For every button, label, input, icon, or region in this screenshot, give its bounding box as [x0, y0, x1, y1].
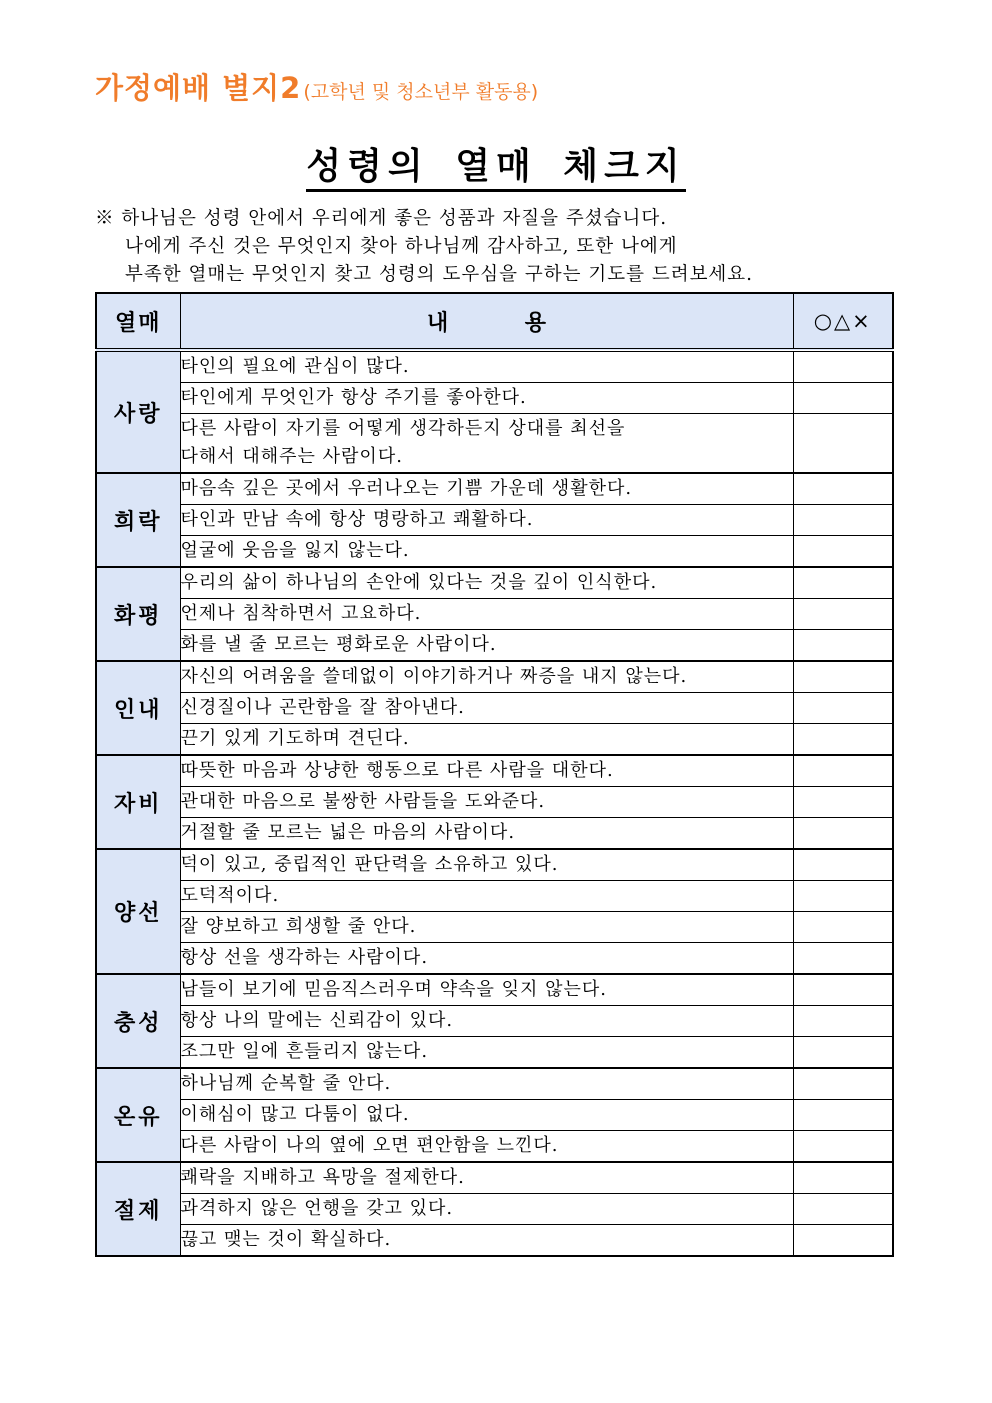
item-text: 따뜻한 마음과 상냥한 행동으로 다른 사람을 대한다.	[180, 755, 793, 787]
attachment-label-main: 가정예배 별지2	[95, 71, 302, 105]
mark-cell[interactable]	[793, 1100, 893, 1131]
table-row	[96, 1068, 893, 1100]
table-row	[96, 1225, 893, 1257]
category-cell: 화평	[96, 567, 180, 661]
table-row	[96, 414, 893, 474]
item-text: 남들이 보기에 믿음직스러우며 약속을 잊지 않는다.	[180, 974, 793, 1006]
item-text: 쾌락을 지배하고 욕망을 절제한다.	[180, 1162, 793, 1194]
item-text: 타인의 필요에 관심이 많다.	[180, 350, 793, 383]
table-row	[96, 849, 893, 881]
item-text: 다른 사람이 나의 옆에 오면 편안함을 느낀다.	[180, 1131, 793, 1163]
item-text: 타인에게 무엇인가 항상 주기를 좋아한다.	[180, 383, 793, 414]
mark-cell[interactable]	[793, 1225, 893, 1257]
mark-cell[interactable]	[793, 881, 893, 912]
table-row	[96, 567, 893, 599]
mark-cell[interactable]	[793, 599, 893, 630]
table-row	[96, 755, 893, 787]
mark-cell[interactable]	[793, 350, 893, 383]
category-cell: 절제	[96, 1162, 180, 1256]
table-row	[96, 693, 893, 724]
item-text: 우리의 삶이 하나님의 손안에 있다는 것을 깊이 인식한다.	[180, 567, 793, 599]
mark-cell[interactable]	[793, 1006, 893, 1037]
mark-cell[interactable]	[793, 1131, 893, 1163]
mark-cell[interactable]	[793, 1162, 893, 1194]
item-text: 거절할 줄 모르는 넓은 마음의 사람이다.	[180, 818, 793, 850]
document-title: 성령의 열매 체크지	[306, 146, 685, 192]
item-text: 항상 선을 생각하는 사람이다.	[180, 943, 793, 975]
mark-cell[interactable]	[793, 536, 893, 568]
table-row	[96, 661, 893, 693]
mark-cell[interactable]	[793, 724, 893, 756]
mark-cell[interactable]	[793, 567, 893, 599]
mark-cell[interactable]	[793, 383, 893, 414]
item-text: 마음속 깊은 곳에서 우러나오는 기쁨 가운데 생활한다.	[180, 473, 793, 505]
item-text: 얼굴에 웃음을 잃지 않는다.	[180, 536, 793, 568]
table-row	[96, 1006, 893, 1037]
attachment-label-sub: (고학년 및 청소년부 활동용)	[303, 81, 539, 103]
item-text: 항상 나의 말에는 신뢰감이 있다.	[180, 1006, 793, 1037]
item-text: 언제나 침착하면서 고요하다.	[180, 599, 793, 630]
mark-cell[interactable]	[793, 630, 893, 662]
item-text: 덕이 있고, 중립적인 판단력을 소유하고 있다.	[180, 849, 793, 881]
table-row	[96, 787, 893, 818]
item-text: 하나님께 순복할 줄 안다.	[180, 1068, 793, 1100]
table-row	[96, 505, 893, 536]
instruction-line: ※ 하나님은 성령 안에서 우리에게 좋은 성품과 자질을 주셨습니다.	[95, 208, 668, 229]
item-text: 잘 양보하고 희생할 줄 안다.	[180, 912, 793, 943]
item-text: 조그만 일에 흔들리지 않는다.	[180, 1037, 793, 1069]
mark-cell[interactable]	[793, 1068, 893, 1100]
table-row	[96, 1162, 893, 1194]
document-title-wrap	[0, 138, 992, 189]
mark-cell[interactable]	[793, 849, 893, 881]
item-text: 끈기 있게 기도하며 견딘다.	[180, 724, 793, 756]
instruction-line: 나에게 주신 것은 무엇인지 찾아 하나님께 감사하고, 또한 나에게	[125, 236, 678, 257]
header-content-label: 내 용	[426, 310, 547, 336]
instruction-line: 부족한 열매는 무엇인지 찾고 성령의 도우심을 구하는 기도를 드려보세요.	[125, 264, 754, 285]
mark-cell[interactable]	[793, 755, 893, 787]
category-cell: 인내	[96, 661, 180, 755]
item-text: 다른 사람이 자기를 어떻게 생각하든지 상대를 최선을 다해서 대해주는 사람이다.	[180, 414, 793, 474]
header-category: 열매	[96, 293, 180, 350]
item-text: 관대한 마음으로 불쌍한 사람들을 도와준다.	[180, 787, 793, 818]
mark-cell[interactable]	[793, 505, 893, 536]
table-body	[96, 350, 893, 1256]
table-row	[96, 383, 893, 414]
item-text: 화를 낼 줄 모르는 평화로운 사람이다.	[180, 630, 793, 662]
mark-cell[interactable]	[793, 787, 893, 818]
table-row	[96, 881, 893, 912]
mark-cell[interactable]	[793, 1037, 893, 1069]
header-content	[180, 293, 793, 350]
fruit-checklist-table	[95, 292, 894, 1257]
attachment-label	[95, 66, 538, 107]
item-text: 자신의 어려움을 쓸데없이 이야기하거나 짜증을 내지 않는다.	[180, 661, 793, 693]
table-row	[96, 974, 893, 1006]
category-cell: 온유	[96, 1068, 180, 1162]
mark-cell[interactable]	[793, 473, 893, 505]
table-row	[96, 536, 893, 568]
header-mark: ○△×	[793, 293, 893, 350]
table-row	[96, 818, 893, 850]
category-cell: 충성	[96, 974, 180, 1068]
category-cell: 자비	[96, 755, 180, 849]
table-row	[96, 1037, 893, 1069]
mark-cell[interactable]	[793, 974, 893, 1006]
table-row	[96, 912, 893, 943]
mark-cell[interactable]	[793, 1194, 893, 1225]
instructions	[95, 205, 895, 289]
table-row	[96, 1194, 893, 1225]
mark-cell[interactable]	[793, 912, 893, 943]
mark-cell[interactable]	[793, 661, 893, 693]
mark-cell[interactable]	[793, 818, 893, 850]
category-cell: 사랑	[96, 350, 180, 473]
item-text: 도덕적이다.	[180, 881, 793, 912]
table-row	[96, 1100, 893, 1131]
table-row	[96, 350, 893, 383]
mark-cell[interactable]	[793, 414, 893, 474]
item-text: 이해심이 많고 다툼이 없다.	[180, 1100, 793, 1131]
item-text: 과격하지 않은 언행을 갖고 있다.	[180, 1194, 793, 1225]
table-row	[96, 473, 893, 505]
table-row	[96, 724, 893, 756]
table-row	[96, 630, 893, 662]
category-cell: 양선	[96, 849, 180, 974]
mark-cell[interactable]	[793, 693, 893, 724]
table-header-row	[96, 293, 893, 350]
table-row	[96, 599, 893, 630]
table-row	[96, 1131, 893, 1163]
item-text: 신경질이나 곤란함을 잘 참아낸다.	[180, 693, 793, 724]
category-cell: 희락	[96, 473, 180, 567]
item-text: 타인과 만남 속에 항상 명랑하고 쾌활하다.	[180, 505, 793, 536]
mark-cell[interactable]	[793, 943, 893, 975]
item-text: 끊고 맺는 것이 확실하다.	[180, 1225, 793, 1257]
table-row	[96, 943, 893, 975]
